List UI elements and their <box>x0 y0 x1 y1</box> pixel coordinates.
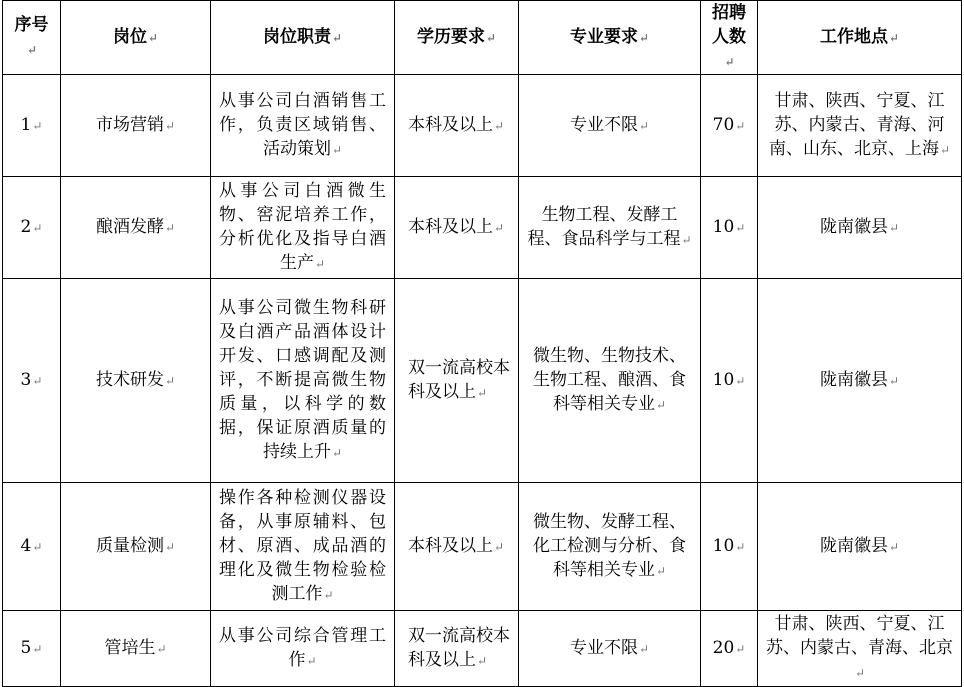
header-duties: 岗位职责↵ <box>211 1 395 75</box>
cell-education: 双一流高校本科及以上↵ <box>395 279 519 483</box>
cell-education: 本科及以上↵ <box>395 483 519 611</box>
header-location: 工作地点↵ <box>758 1 962 75</box>
cell-count: 10↵ <box>701 177 758 279</box>
cell-duties: 从事公司综合管理工作↵ <box>211 611 395 687</box>
cell-position: 市场营销↵ <box>61 75 211 177</box>
cell-index: 5↵ <box>3 611 61 687</box>
cell-index: 1↵ <box>3 75 61 177</box>
cell-location: 甘肃、陕西、宁夏、江苏、内蒙古、青海、北京↵ <box>758 611 962 687</box>
table-row <box>3 75 962 177</box>
cell-duties: 操作各种检测仪器设备，从事原辅料、包材、原酒、成品酒的理化及微生物检验检测工作↵ <box>211 483 395 611</box>
header-major: 专业要求↵ <box>519 1 701 75</box>
cell-education: 双一流高校本科及以上↵ <box>395 611 519 687</box>
cell-major: 微生物、发酵工程、化工检测与分析、食科等相关专业↵ <box>519 483 701 611</box>
cell-duties: 从事公司微生物科研及白酒产品酒体设计开发、口感调配及测评，不断提高微生物质量，以科学的数据，保证原酒质量的持续上升↵ <box>211 279 395 483</box>
header-position: 岗位↵ <box>61 1 211 75</box>
cell-education: 本科及以上↵ <box>395 75 519 177</box>
table-row <box>3 279 962 483</box>
table-row <box>3 483 962 611</box>
cell-position: 酿酒发酵↵ <box>61 177 211 279</box>
cell-location: 甘肃、陕西、宁夏、江苏、内蒙古、青海、河南、山东、北京、上海↵ <box>758 75 962 177</box>
cell-count: 20↵ <box>701 611 758 687</box>
cell-index: 4↵ <box>3 483 61 611</box>
cell-major: 微生物、生物技术、生物工程、酿酒、食科等相关专业↵ <box>519 279 701 483</box>
cell-location: 陇南徽县↵ <box>758 279 962 483</box>
cell-major: 专业不限↵ <box>519 611 701 687</box>
header-education: 学历要求↵ <box>395 1 519 75</box>
cell-position: 技术研发↵ <box>61 279 211 483</box>
header-row <box>3 1 962 75</box>
header-index: 序号↵ <box>3 1 61 75</box>
cell-major: 专业不限↵ <box>519 75 701 177</box>
cell-index: 3↵ <box>3 279 61 483</box>
cell-count: 10↵ <box>701 483 758 611</box>
cell-location: 陇南徽县↵ <box>758 177 962 279</box>
cell-index: 2↵ <box>3 177 61 279</box>
cell-position: 质量检测↵ <box>61 483 211 611</box>
table-row <box>3 611 962 687</box>
cell-duties: 从事公司白酒微生物、窖泥培养工作，分析优化及指导白酒生产↵ <box>211 177 395 279</box>
cell-count: 10↵ <box>701 279 758 483</box>
cell-major: 生物工程、发酵工程、食品科学与工程↵ <box>519 177 701 279</box>
cell-duties: 从事公司白酒销售工作，负责区域销售、活动策划↵ <box>211 75 395 177</box>
table-row <box>3 177 962 279</box>
cell-position: 管培生↵ <box>61 611 211 687</box>
cell-education: 本科及以上↵ <box>395 177 519 279</box>
cell-location: 陇南徽县↵ <box>758 483 962 611</box>
recruitment-table <box>2 0 962 687</box>
cell-count: 70↵ <box>701 75 758 177</box>
header-count: 招聘人数↵ <box>701 1 758 75</box>
